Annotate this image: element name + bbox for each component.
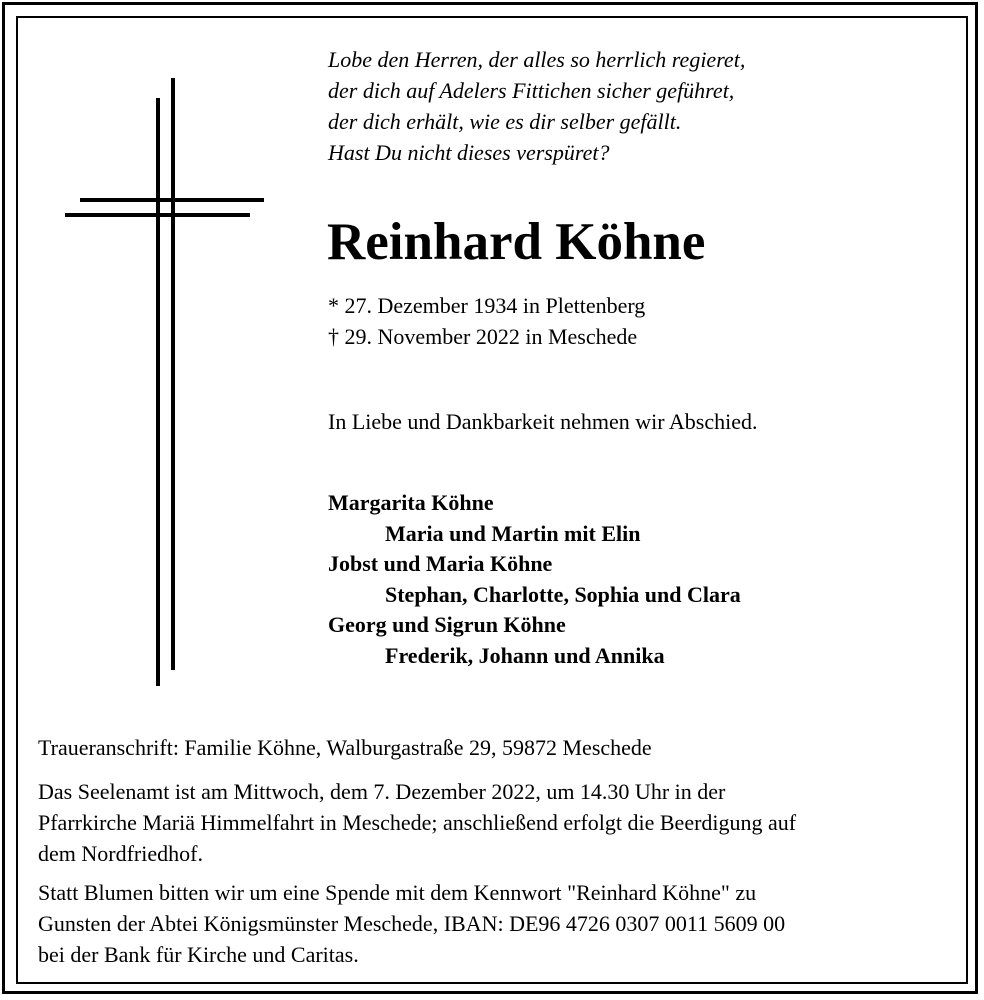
poem	[328, 44, 745, 168]
poem-line: Hast Du nicht dieses verspüret?	[328, 140, 610, 165]
farewell-text: In Liebe und Dankbarkeit nehmen wir Abschied.	[328, 409, 758, 434]
mourner-line: Maria und Martin mit Elin	[385, 520, 641, 546]
mourner-line: Georg und Sigrun Köhne	[328, 612, 566, 637]
deceased-name: Reinhard Köhne	[327, 213, 706, 271]
birth-date: * 27. Dezember 1934 in Plettenberg	[328, 293, 646, 318]
mourning-address	[38, 732, 938, 763]
mourners-list	[328, 488, 741, 671]
donation-info	[38, 877, 938, 970]
address-line: Traueranschrift: Familie Köhne, Walburgastraße 29, 59872 Meschede	[38, 735, 652, 760]
cross-vertical-bar-right	[171, 78, 175, 670]
donation-line: bei der Bank für Kirche und Caritas.	[38, 942, 359, 967]
donation-line: Gunsten der Abtei Königsmünster Meschede, IBAN: DE96 4726 0307 0011 5609 00	[38, 911, 786, 936]
service-line: Pfarrkirche Mariä Himmelfahrt in Meschede; anschließend erfolgt die Beerdigung auf	[38, 810, 797, 835]
mourner-line: Frederik, Johann und Annika	[385, 642, 665, 668]
service-line: Das Seelenamt ist am Mittwoch, dem 7. Dezember 2022, um 14.30 Uhr in der	[38, 779, 726, 804]
cross-horizontal-bar-bottom	[65, 213, 250, 217]
life-dates	[328, 290, 645, 352]
service-line: dem Nordfriedhof.	[38, 841, 203, 866]
poem-line: der dich erhält, wie es dir selber gefällt.	[328, 109, 682, 134]
poem-line: der dich auf Adelers Fittichen sicher geführet,	[328, 78, 735, 103]
mourner-line: Jobst und Maria Köhne	[328, 551, 553, 576]
mourner-line: Stephan, Charlotte, Sophia und Clara	[385, 581, 741, 607]
donation-line: Statt Blumen bitten wir um eine Spende mit dem Kennwort "Reinhard Köhne" zu	[38, 880, 757, 905]
mourner-line: Margarita Köhne	[328, 490, 494, 515]
cross-vertical-bar-left	[156, 98, 160, 686]
cross-horizontal-bar-top	[80, 198, 264, 202]
death-date: † 29. November 2022 in Meschede	[328, 324, 638, 349]
service-info	[38, 776, 938, 869]
poem-line: Lobe den Herren, der alles so herrlich regieret,	[328, 47, 746, 72]
cross-icon	[60, 78, 270, 690]
